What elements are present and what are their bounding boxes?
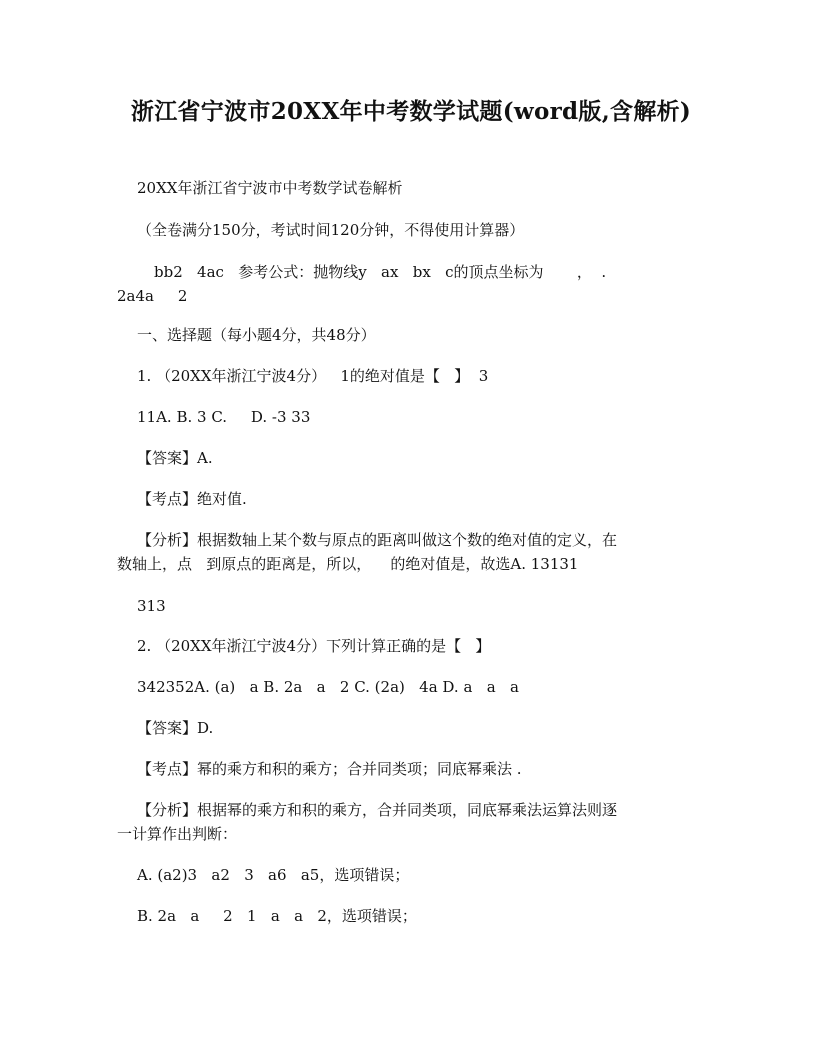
- question-2-option-b: B. 2a a 2 1 a a 2，选项错误；: [137, 907, 417, 925]
- question-1-stem: 1. （20XX年浙江宁波4分） 1的绝对值是【 】 3: [137, 367, 489, 385]
- formula-denominator-line: 2a4a 2: [117, 287, 188, 305]
- section-heading: 一、选择题（每小题4分，共48分）: [137, 326, 376, 344]
- question-2-stem: 2. （20XX年浙江宁波4分）下列计算正确的是【 】: [137, 637, 491, 655]
- analysis-line: 数轴上，点 到原点的距离是，所以， 的绝对值是，故选A. 13131: [117, 555, 579, 573]
- exam-info: （全卷满分150分，考试时间120分钟，不得使用计算器）: [137, 221, 525, 239]
- analysis-line: 【分析】根据数轴上某个数与原点的距离叫做这个数的绝对值的定义，在: [137, 531, 618, 549]
- analysis-line: 【分析】根据幂的乘方和积的乘方，合并同类项，同底幂乘法运算法则逐: [137, 801, 618, 819]
- analysis-line: 一计算作出判断：: [117, 825, 238, 843]
- question-1-analysis-tail: 313: [137, 597, 166, 615]
- document-title: 浙江省宁波市20XX年中考数学试题(word版,含解析): [130, 98, 692, 125]
- question-2-analysis: [117, 798, 692, 846]
- question-2-kaodian: 【考点】幂的乘方和积的乘方；合并同类项；同底幂乘法 .: [137, 760, 522, 778]
- question-2-options: 342352A. (a) a B. 2a a 2 C. (2a) 4a D. a a a: [137, 678, 519, 696]
- question-1-answer: 【答案】A.: [137, 449, 213, 467]
- formula-line: bb2 4ac 参考公式：抛物线y ax bx c的顶点坐标为 ， .: [154, 263, 607, 281]
- question-1-kaodian: 【考点】绝对值.: [137, 490, 247, 508]
- document-subtitle: 20XX年浙江省宁波市中考数学试卷解析: [137, 179, 403, 197]
- question-1-options: 11A. B. 3 C. D. -3 33: [137, 408, 311, 426]
- question-1-analysis: [117, 528, 692, 576]
- question-2-option-a: A. (a2)3 a2 3 a6 a5，选项错误；: [137, 866, 410, 884]
- question-2-answer: 【答案】D.: [137, 719, 214, 737]
